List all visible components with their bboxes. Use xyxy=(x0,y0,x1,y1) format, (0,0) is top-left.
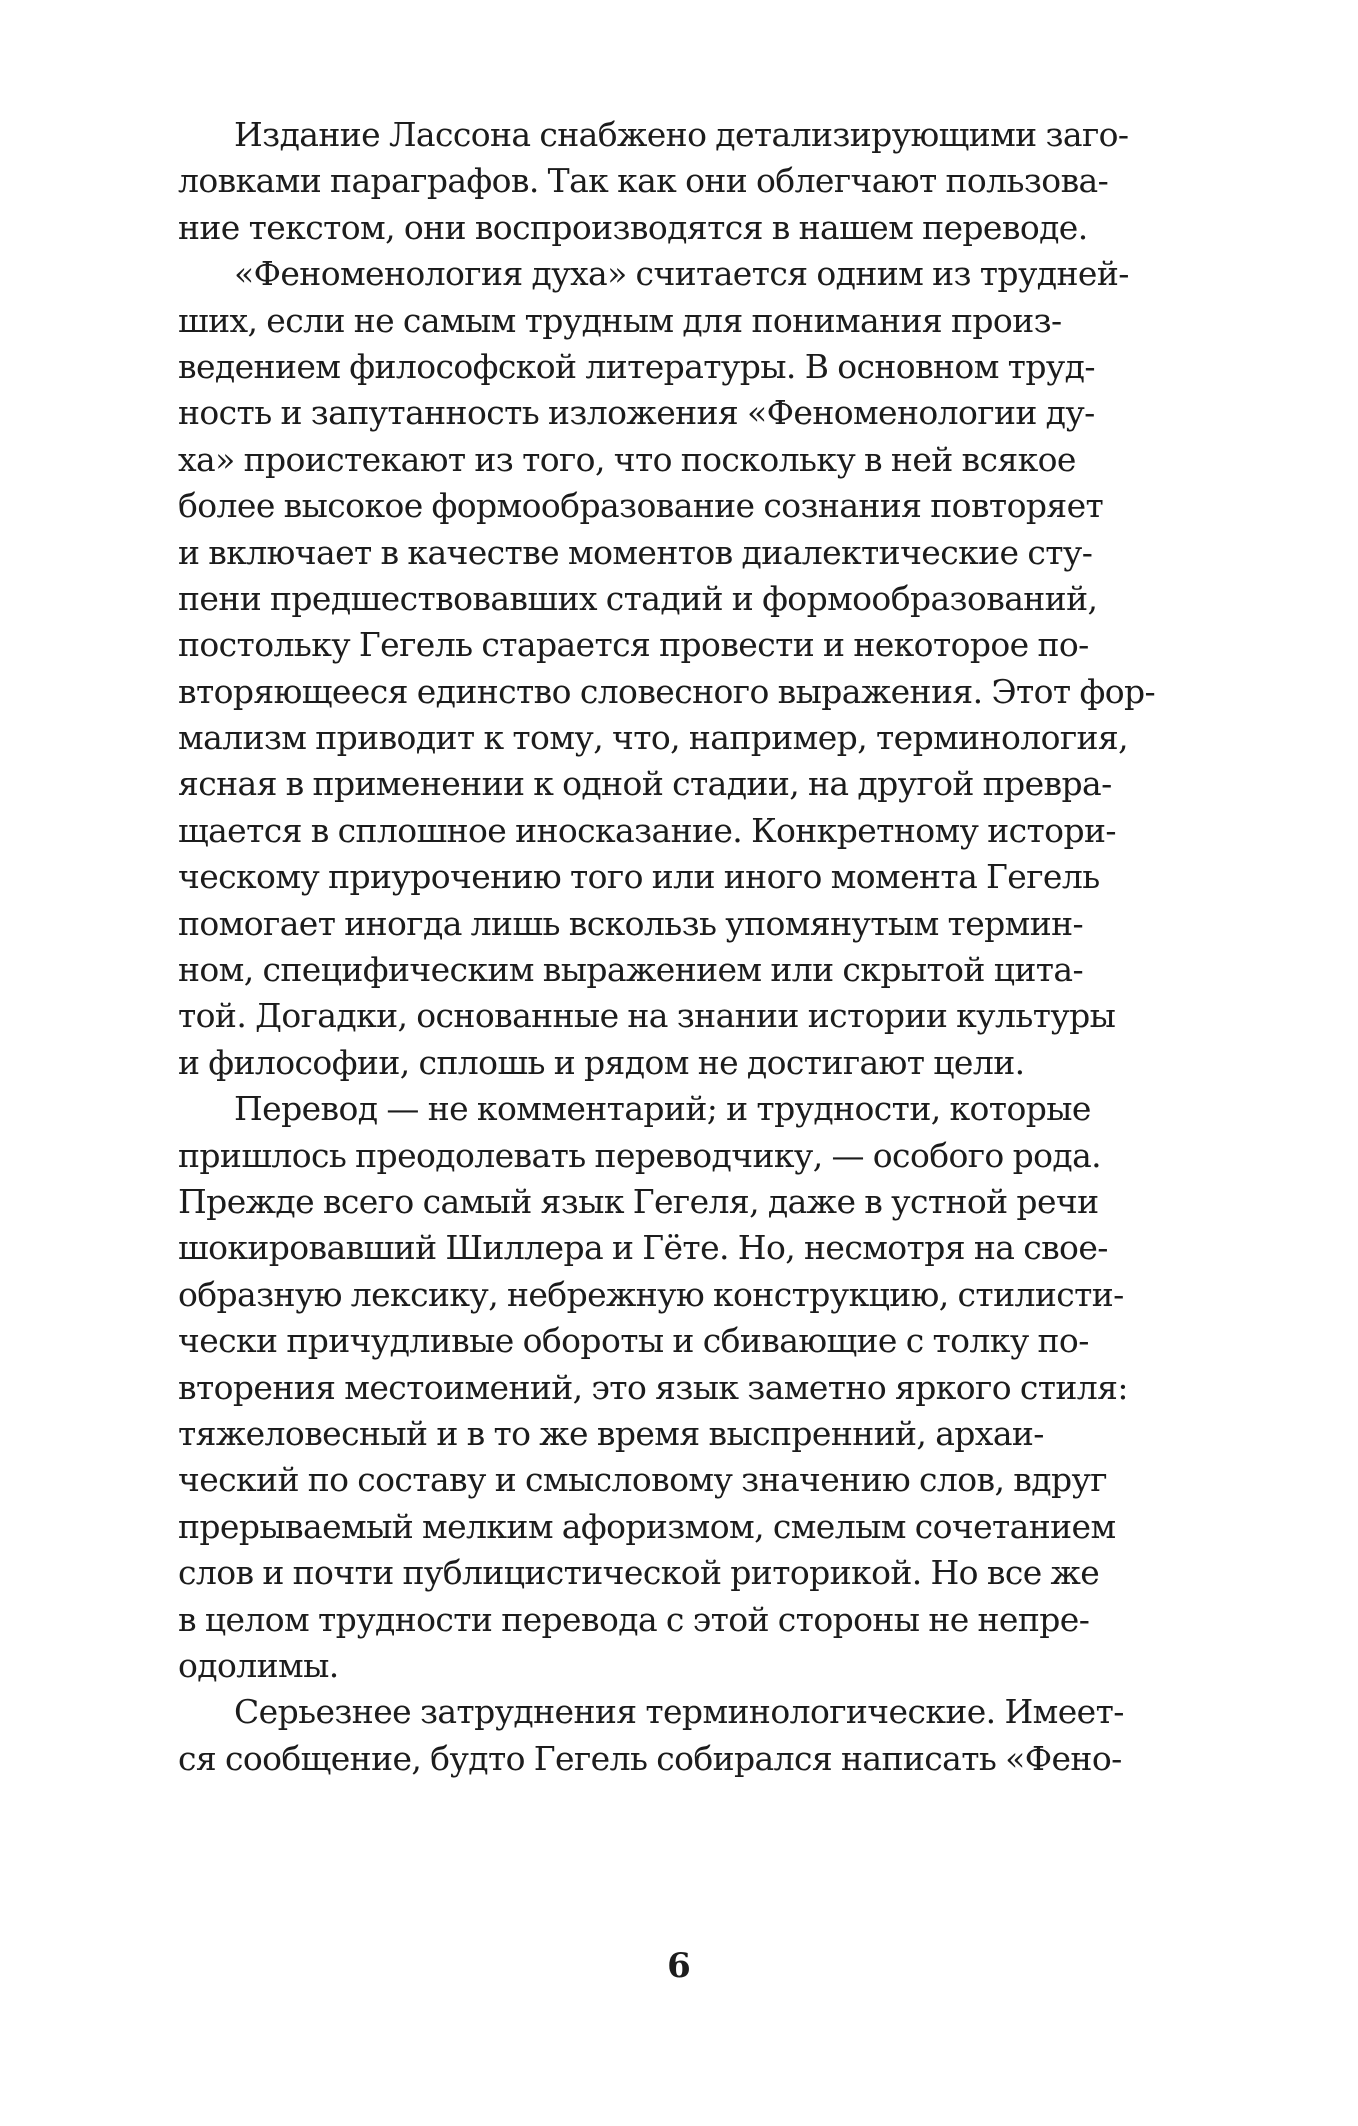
page-number: 6 xyxy=(667,1946,691,1986)
text-line: ном, специфическим выражением или скрытой цита- xyxy=(178,950,1084,990)
text-line: вторения местоимений, это язык заметно яркого стиля: xyxy=(178,1367,1128,1407)
text-line: «Феноменология духа» считается одним из трудней- xyxy=(234,254,1129,294)
text-line: помогает иногда лишь вскользь упомянутым термин- xyxy=(178,903,1084,943)
text-line: более высокое формообразование сознания повторяет xyxy=(178,486,1104,526)
text-line: чески причудливые обороты и сбивающие с толку по- xyxy=(178,1321,1089,1361)
text-line: шокировавший Шиллера и Гёте. Но, несмотря на свое- xyxy=(178,1228,1108,1268)
text-line: Перевод — не комментарий; и трудности, которые xyxy=(234,1089,1091,1129)
text-line: и включает в качестве моментов диалектические сту- xyxy=(178,532,1093,572)
body-text xyxy=(178,112,1188,1782)
text-line: ших, если не самым трудным для понимания произ- xyxy=(178,300,1062,340)
text-line: ся сообщение, будто Гегель собирался написать «Фено- xyxy=(178,1738,1122,1778)
text-line: пени предшествовавших стадий и формообразований, xyxy=(178,578,1098,618)
text-line: Издание Лассона снабжено детализирующими заго- xyxy=(234,115,1129,154)
text-line: мализм приводит к тому, что, например, терминология, xyxy=(178,718,1129,758)
text-line: ческому приурочению того или иного момента Гегель xyxy=(178,857,1100,897)
text-line: ха» проистекают из того, что поскольку в ней всякое xyxy=(178,439,1076,479)
text-line: ясная в применении к одной стадии, на другой превра- xyxy=(178,764,1112,804)
text-line: в целом трудности перевода с этой стороны не непре- xyxy=(178,1599,1090,1639)
text-line: Серьезнее затруднения терминологические. Имеет- xyxy=(234,1692,1124,1732)
text-line: постольку Гегель старается провести и некоторое по- xyxy=(178,625,1089,665)
text-line: слов и почти публицистической риторикой. Но все же xyxy=(178,1553,1100,1593)
text-line: и философии, сплошь и рядом не достигают цели. xyxy=(178,1042,1025,1082)
text-line: одолимы. xyxy=(178,1645,339,1685)
text-line: ведением философской литературы. В основном труд- xyxy=(178,346,1095,386)
text-line: щается в сплошное иносказание. Конкретному истори- xyxy=(178,810,1116,850)
text-line: той. Догадки, основанные на знании истории культуры xyxy=(178,996,1116,1036)
text-line: пришлось преодолевать переводчику, — особого рода. xyxy=(178,1135,1102,1175)
text-line: тяжеловесный и в то же время выспренний, архаи- xyxy=(178,1413,1044,1453)
text-line: вторяющееся единство словесного выражения. Этот фор- xyxy=(178,671,1156,711)
text-line: Прежде всего самый язык Гегеля, даже в устной речи xyxy=(178,1181,1099,1221)
text-line: ловками параграфов. Так как они облегчают пользова- xyxy=(178,161,1109,201)
text-line: прерываемый мелким афоризмом, смелым сочетанием xyxy=(178,1506,1116,1546)
text-line: образную лексику, небрежную конструкцию, стилисти- xyxy=(178,1274,1124,1314)
text-line: ность и запутанность изложения «Феноменологии ду- xyxy=(178,393,1095,433)
text-line: ние текстом, они воспроизводятся в нашем переводе. xyxy=(178,207,1088,247)
text-line: ческий по составу и смысловому значению слов, вдруг xyxy=(178,1460,1107,1500)
